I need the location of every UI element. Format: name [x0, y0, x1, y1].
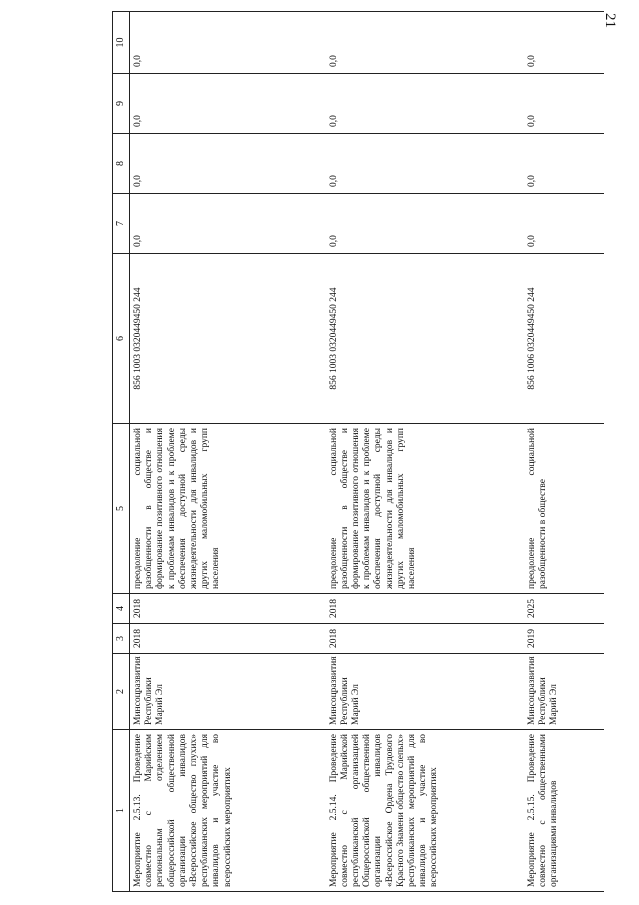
result-cell: преодоление социальной разобщенности в обществе и формирование позитивного отношения к проблемам инвалидов и к проблеме обеспечения доступной среды жизнедеятельности для инвалидов и других маломобильных групп населения	[130, 424, 326, 594]
end-year-cell: 2018	[130, 594, 326, 624]
col-header-1: 1	[113, 730, 130, 892]
start-year-cell: 2019	[524, 624, 604, 654]
value-cell: 0,0	[130, 134, 326, 194]
event-cell: Мероприятие 2.5.14. Проведение совместно с Марийской республиканской организацией Общероссийской общественной организации инвалидов «Всероссийское Ордена Трудового Красного Знамени общество слепых» республиканских мероприятий для инвалидов и участие во всероссийских мероприятиях	[326, 730, 524, 892]
budget-code-cell: 856 1003 0320449450 244	[130, 254, 326, 424]
rotated-table-stage	[112, 12, 622, 892]
program-table	[112, 11, 604, 892]
col-header-5: 5	[113, 424, 130, 594]
col-header-2: 2	[113, 654, 130, 730]
table-row	[130, 12, 326, 892]
result-cell: преодоление социальной разобщенности в обществе	[524, 424, 604, 594]
executor-cell: Минсоцразвития Республики Марий Эл	[326, 654, 524, 730]
executor-cell: Минсоцразвития Республики Марий Эл	[130, 654, 326, 730]
event-cell: Мероприятие 2.5.13. Проведение совместно с Марийским региональным отделением общероссийской общественной организации инвалидов «Всероссийское общество глухих» республиканских мероприятий для инвалидов и участие во всероссийских мероприятиях	[130, 730, 326, 892]
value-cell: 0,0	[326, 194, 524, 254]
value-cell: 0,0	[524, 194, 604, 254]
start-year-cell: 2018	[326, 624, 524, 654]
start-year-cell: 2018	[130, 624, 326, 654]
value-cell: 0,0	[326, 12, 524, 74]
end-year-cell: 2025	[524, 594, 604, 624]
col-header-4: 4	[113, 594, 130, 624]
executor-cell: Минсоцразвития Республики Марий Эл	[524, 654, 604, 730]
value-cell: 0,0	[326, 134, 524, 194]
col-header-7: 7	[113, 194, 130, 254]
header-row	[113, 12, 130, 892]
value-cell: 0,0	[524, 74, 604, 134]
budget-code-cell: 856 1003 0320449450 244	[326, 254, 524, 424]
table-row	[524, 12, 604, 892]
value-cell: 0,0	[130, 194, 326, 254]
value-cell: 0,0	[326, 74, 524, 134]
value-cell: 0,0	[524, 12, 604, 74]
result-cell: преодоление социальной разобщенности в обществе и формирование позитивного отношения к проблемам инвалидов и к проблеме обеспечения доступной среды жизнедеятельности для инвалидов и других маломобильных групп населения	[326, 424, 524, 594]
col-header-8: 8	[113, 134, 130, 194]
value-cell: 0,0	[130, 74, 326, 134]
budget-code-cell: 856 1006 0320449450 244	[524, 254, 604, 424]
value-cell: 0,0	[524, 134, 604, 194]
event-cell: Мероприятие 2.5.15. Проведение совместно с общественными организациями инвалидов	[524, 730, 604, 892]
col-header-3: 3	[113, 624, 130, 654]
table-row	[326, 12, 524, 892]
value-cell: 0,0	[130, 12, 326, 74]
col-header-10: 10	[113, 12, 130, 74]
end-year-cell: 2018	[326, 594, 524, 624]
page-number: 21	[602, 13, 618, 28]
col-header-9: 9	[113, 74, 130, 134]
col-header-6: 6	[113, 254, 130, 424]
